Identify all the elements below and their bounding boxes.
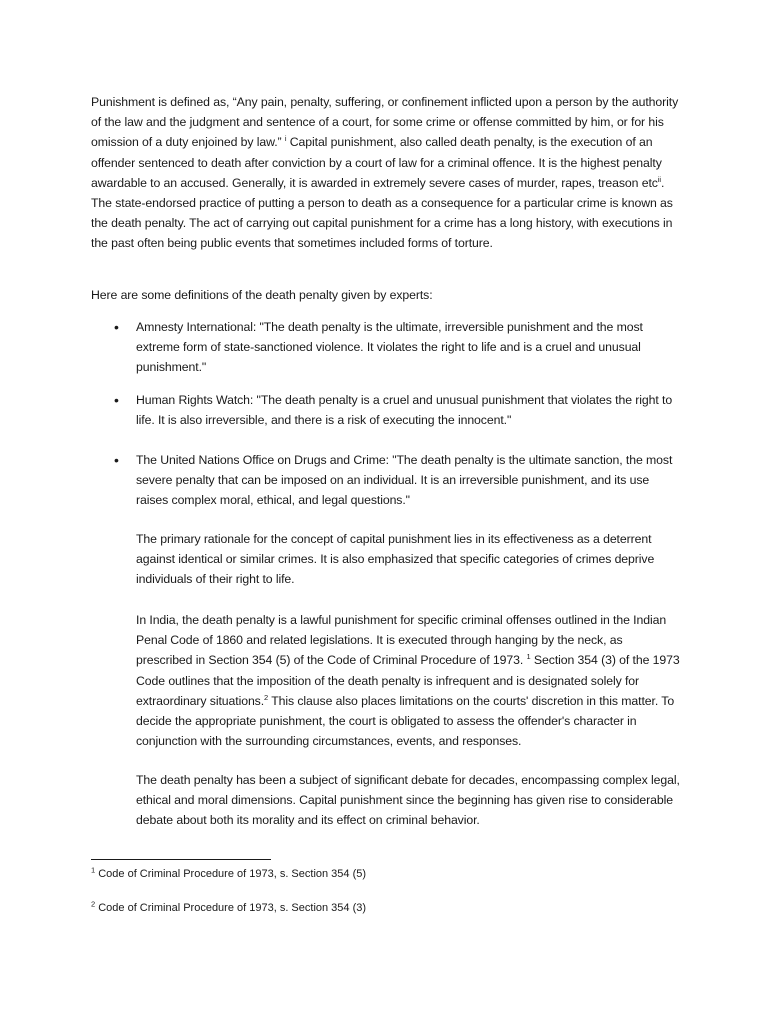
- footnote-1: [91, 867, 366, 881]
- intro-text-1: Punishment is defined as, “Any pain, penalty, suffering, or confinement inflicted upon a person by the authority of the law and the judgment and sentence of a court, for some crime or offense committed by him, or for his omission of a duty enjoined by law.”: [91, 95, 679, 150]
- endnote-ref-ii[interactable]: ii: [657, 174, 661, 184]
- intro-text-2: Capital punishment, also called death penalty, is the execution of an offender sentenced to death after conviction by a court of law for a criminal offence. It is the highest penalty awardable to an accused. Generally, it is awarded in extremely severe cases of murder, rapes, treason etc: [91, 135, 662, 190]
- debate-paragraph: The death penalty has been a subject of significant debate for decades, encompassing complex legal, ethical and moral dimensions. Capital punishment since the beginning has given rise to considerable debate about both its morality and its effect on criminal behavior.: [136, 773, 680, 828]
- india-text-3: This clause also places limitations on the courts' discretion in this matter. To decide the appropriate punishment, the court is obligated to assess the offender's character in conjunction with the surrounding circumstances, events, and responses.: [136, 693, 675, 749]
- bullet-item-unodc: The United Nations Office on Drugs and Crime: "The death penalty is the ultimate sanction, the most severe penalty that can be imposed on an individual. It is an irreversible punishment, and its use raises complex moral, ethical, and legal questions.": [136, 453, 673, 508]
- india-paragraph: [136, 610, 681, 751]
- india-text-1: In India, the death penalty is a lawful punishment for specific criminal offenses outlined in the Indian Penal Code of 1860 and related legislations. It is executed through hanging by the neck, as prescribed in Section 354 (5) of the Code of Criminal Procedure of 1973.: [136, 613, 667, 668]
- definitions-lead-paragraph: Here are some definitions of the death penalty given by experts:: [91, 288, 433, 302]
- bullet-item-hrw: Human Rights Watch: "The death penalty is a cruel and unusual punishment that violates the right to life. It is also irreversible, and there is a risk of executing the innocent.": [136, 393, 673, 428]
- footnote-number: 2: [91, 899, 96, 909]
- footnote-number: 1: [91, 865, 96, 875]
- bullet-icon: •: [114, 392, 119, 408]
- footnote-ref-2[interactable]: 2: [264, 692, 269, 702]
- india-text-2: Section 354 (3) of the 1973 Code outlines that the imposition of the death penalty is infrequent and is designated solely for extraordinary situations.: [136, 653, 680, 708]
- footnote-text: Code of Criminal Procedure of 1973, s. Section 354 (3): [95, 902, 367, 914]
- footnote-ref-1[interactable]: 1: [526, 652, 531, 662]
- footnote-2: [91, 901, 366, 915]
- bullet-item-amnesty: Amnesty International: "The death penalty is the ultimate, irreversible punishment and the most extreme form of state-sanctioned violence. It violates the right to life and is a cruel and unusual punishment.": [136, 320, 643, 375]
- footnote-text: Code of Criminal Procedure of 1973, s. Section 354 (5): [95, 868, 367, 880]
- footnote-separator: [91, 859, 271, 860]
- intro-text-3: . The state-endorsed practice of putting a person to death as a consequence for a particular crime is known as the death penalty. The act of carrying out capital punishment for a crime has a long history, with executions in the past often being public events that sometimes included forms of torture.: [91, 175, 673, 251]
- bullet-icon: •: [114, 319, 119, 335]
- bullet-icon: •: [114, 452, 119, 468]
- rationale-paragraph: The primary rationale for the concept of capital punishment lies in its effectiveness as a deterrent against identical or similar crimes. It is also emphasized that specific categories of crimes deprive individuals of their right to life.: [136, 532, 655, 587]
- endnote-ref-i[interactable]: i: [284, 134, 287, 144]
- intro-paragraph: [91, 92, 681, 254]
